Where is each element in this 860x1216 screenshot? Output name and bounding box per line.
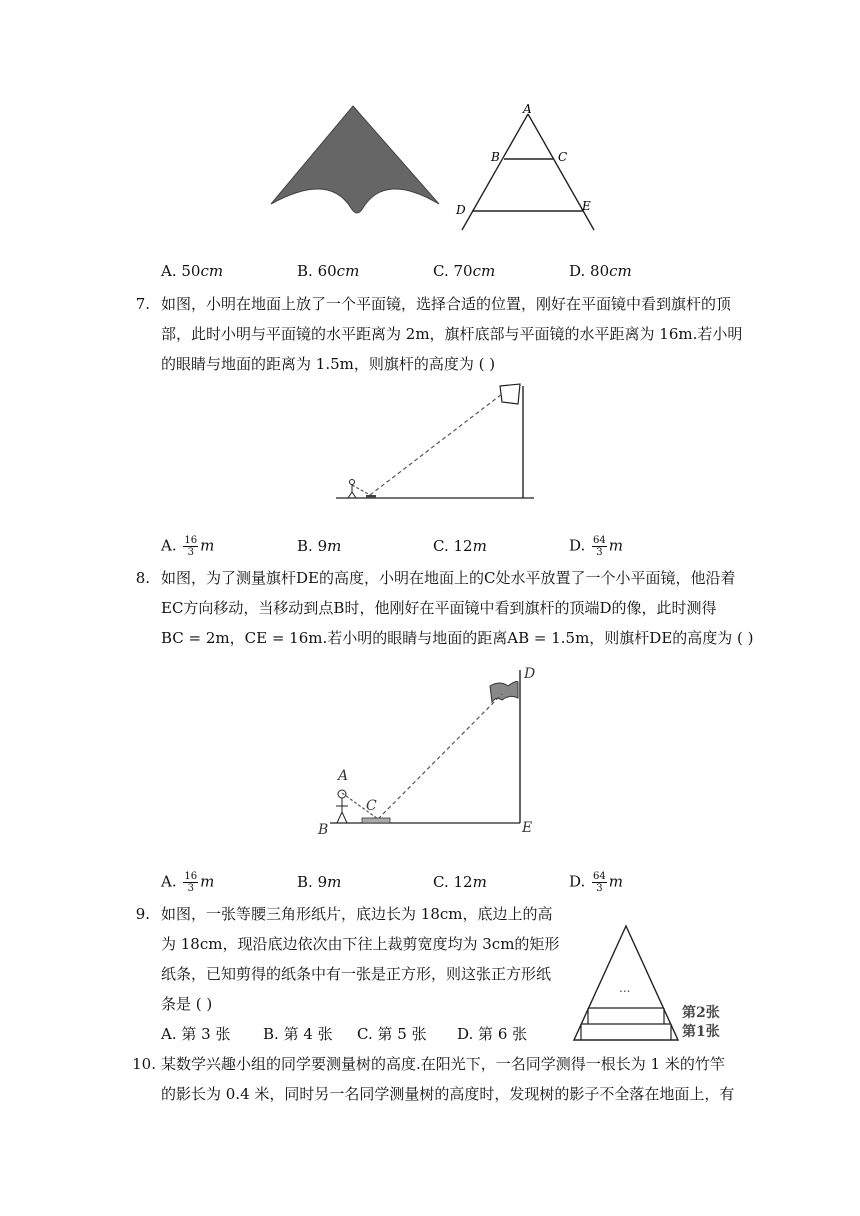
q8-flagpole-figure: [312, 660, 552, 840]
q10-number: 10.: [132, 1055, 156, 1073]
triangle-figure: [450, 100, 610, 235]
q7-line-3: 的眼睛与地面的距离为 1.5m，则旗杆的高度为 ( ): [161, 355, 496, 373]
q7-line-2: 部，此时小明与平面镜的水平距离为 2m，旗杆底部与平面镜的水平距离为 16m.若小明: [161, 325, 743, 343]
q7-option-a[interactable]: A. $\frac{16}{3}$ m: [161, 535, 215, 558]
q9-triangle-figure: [570, 920, 740, 1045]
q8-label-c: C: [366, 798, 377, 814]
q8-label-a: A: [338, 768, 349, 784]
q8-option-a[interactable]: A. $\frac{16}{3}$ m: [161, 871, 215, 894]
q7-option-d[interactable]: D. $\frac{64}{3}$ m: [569, 535, 624, 558]
q8-option-c[interactable]: C. 12m: [433, 873, 487, 891]
label-c: C: [558, 150, 568, 164]
q9-line-1: 如图，一张等腰三角形纸片，底边长为 18cm，底边上的高: [161, 905, 553, 923]
q9-line-4: 条是 ( ): [161, 995, 213, 1013]
q9-strip-1-label: 第1张: [682, 1024, 720, 1040]
q10-line-1: 某数学兴趣小组的同学要测量树的高度.在阳光下，一名同学测得一根长为 1 米的竹竿: [161, 1055, 725, 1073]
label-d: D: [456, 203, 466, 217]
q7-line-1: 如图，小明在地面上放了一个平面镜，选择合适的位置，刚好在平面镜中看到旗杆的顶: [161, 295, 732, 313]
q8-option-b[interactable]: B. 9m: [297, 873, 342, 891]
q9-line-2: 为 18cm，现沿底边依次由下往上裁剪宽度均为 3cm的矩形: [161, 935, 560, 953]
q6-option-a[interactable]: A. 50cm: [161, 262, 224, 280]
q7-option-c[interactable]: C. 12m: [433, 537, 487, 555]
q9-strip-2-label: 第2张: [682, 1005, 720, 1021]
q9-dots: ...: [619, 981, 631, 995]
q7-flagpole-figure: [330, 378, 540, 506]
q8-line-1: 如图，为了测量旗杆DE的高度，小明在地面上的C处水平放置了一个小平面镜，他沿着: [161, 569, 736, 587]
q8-label-e: E: [522, 820, 533, 836]
label-e: E: [582, 199, 591, 213]
q8-label-d: D: [524, 666, 536, 682]
q6-option-c[interactable]: C. 70cm: [433, 262, 496, 280]
kite-shape: [271, 106, 439, 213]
q9-line-3: 纸条，已知剪得的纸条中有一张是正方形，则这张正方形纸: [161, 965, 552, 983]
q8-line-3: BC = 2m，CE = 16m.若小明的眼睛与地面的距离AB = 1.5m，则旗杆DE的高度为 ( ): [161, 629, 754, 647]
q7-number: 7.: [135, 295, 150, 313]
q8-line-2: EC方向移动，当移动到点B时，他刚好在平面镜中看到旗杆的顶端D的像，此时测得: [161, 599, 717, 617]
q8-label-b: B: [318, 822, 329, 838]
q9-option-c[interactable]: C. 第 5 张: [357, 1025, 427, 1043]
q6-option-d[interactable]: D. 80cm: [569, 262, 632, 280]
label-b: B: [491, 150, 500, 164]
q7-option-b[interactable]: B. 9m: [297, 537, 342, 555]
q10-line-2: 的影长为 0.4 米，同时另一名同学测量树的高度时，发现树的影子不全落在地面上，有: [161, 1085, 735, 1103]
q9-option-d[interactable]: D. 第 6 张: [457, 1025, 528, 1043]
q8-option-d[interactable]: D. $\frac{64}{3}$ m: [569, 871, 624, 894]
q6-option-b[interactable]: B. 60cm: [297, 262, 360, 280]
q9-option-a[interactable]: A. 第 3 张: [161, 1025, 231, 1043]
label-a: A: [523, 102, 532, 116]
q8-number: 8.: [135, 569, 150, 587]
q9-option-b[interactable]: B. 第 4 张: [263, 1025, 333, 1043]
q9-number: 9.: [135, 905, 150, 923]
kite-figure: [265, 100, 445, 215]
